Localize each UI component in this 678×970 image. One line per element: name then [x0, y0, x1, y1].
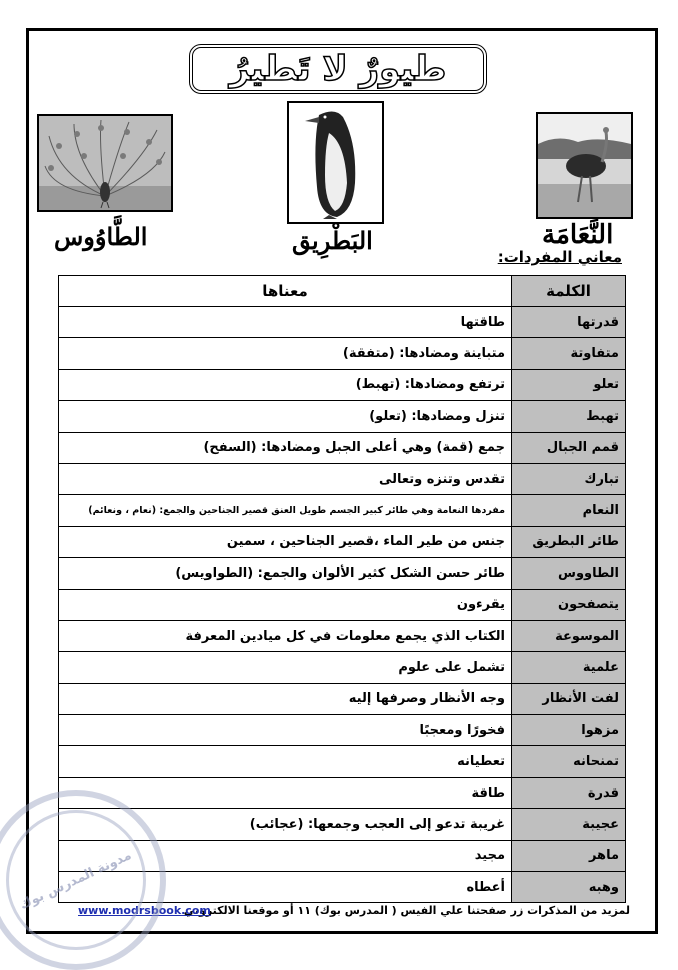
- vocab-meaning: طاقتها: [59, 307, 512, 338]
- vocab-word: يتصفحون: [512, 589, 626, 620]
- peacock-label: الطَّاوُوس: [54, 222, 148, 251]
- vocab-word: الطاووس: [512, 558, 626, 589]
- vocab-meaning: تقدس وتنزه وتعالى: [59, 463, 512, 494]
- vocab-word: قمم الجبال: [512, 432, 626, 463]
- vocab-word: لفت الأنظار: [512, 683, 626, 714]
- vocab-meaning: جمع (قمة) وهي أعلى الجبل ومضادها: (السفح): [59, 432, 512, 463]
- vocab-word: طائر البطريق: [512, 526, 626, 557]
- vocab-word: تهبط: [512, 401, 626, 432]
- ostrich-label: النَّعَامَة: [542, 220, 614, 250]
- vocab-meaning: ترتفع ومضادها: (تهبط): [59, 369, 512, 400]
- table-row: [59, 683, 626, 714]
- table-row: [59, 526, 626, 557]
- vocab-meaning: تنزل ومضادها: (تعلو): [59, 401, 512, 432]
- column-header-word: الكلمة: [512, 276, 626, 307]
- table-row: [59, 495, 626, 526]
- penguin-photo: [287, 101, 384, 224]
- vocab-word: مزهوا: [512, 715, 626, 746]
- watermark-stamp-inner: [6, 810, 146, 950]
- website-link[interactable]: www.modrsbook.com: [78, 904, 211, 917]
- table-row: [59, 463, 626, 494]
- table-row: [59, 558, 626, 589]
- peacock-photo: [37, 114, 173, 212]
- vocab-meaning: جنس من طير الماء ،قصير الجناحين ، سمين: [59, 526, 512, 557]
- table-row: [59, 369, 626, 400]
- vocab-meaning: تشمل على علوم: [59, 652, 512, 683]
- vocab-word: متفاوتة: [512, 338, 626, 369]
- vocab-heading: معاني المفردات:: [497, 248, 622, 266]
- vocab-meaning: الكتاب الذي يجمع معلومات في كل ميادين المعرفة: [59, 620, 512, 651]
- vocab-meaning: مجيد: [59, 840, 512, 871]
- ostrich-photo: [536, 112, 633, 219]
- vocab-meaning: أعطاه: [59, 872, 512, 903]
- vocab-meaning: متباينة ومضادها: (متفقة): [59, 338, 512, 369]
- table-row: [59, 338, 626, 369]
- vocab-meaning: مفردها النعامة وهي طائر كبير الجسم طويل العنق قصير الجناحين والجمع: (نعام ، ونعائم): [59, 495, 512, 526]
- vocab-word: الموسوعة: [512, 620, 626, 651]
- vocab-meaning: وجه الأنظار وصرفها إليه: [59, 683, 512, 714]
- table-row: [59, 432, 626, 463]
- table-header-row: [59, 276, 626, 307]
- table-row: [59, 620, 626, 651]
- vocab-meaning: طاقة: [59, 777, 512, 808]
- vocab-meaning: طائر حسن الشكل كثير الألوان والجمع: (الطواويس): [59, 558, 512, 589]
- vocab-word: النعام: [512, 495, 626, 526]
- penguin-label: البَطْرِيق: [292, 226, 373, 255]
- vocab-meaning: يقرءون: [59, 589, 512, 620]
- vocab-table: [58, 275, 626, 903]
- vocab-word: علمية: [512, 652, 626, 683]
- page-title: [189, 44, 487, 94]
- table-row: [59, 746, 626, 777]
- table-row: [59, 652, 626, 683]
- vocab-word: ماهر: [512, 840, 626, 871]
- watermark-stamp: [0, 790, 166, 970]
- vocab-word: قدرة: [512, 777, 626, 808]
- table-row: [59, 307, 626, 338]
- vocab-meaning: فخورًا ومعجبًا: [59, 715, 512, 746]
- vocab-word: تبارك: [512, 463, 626, 494]
- title-text: طيورٌ لا تَطيرُ: [229, 49, 447, 89]
- vocab-word: وهبه: [512, 872, 626, 903]
- column-header-meaning: معناها: [59, 276, 512, 307]
- table-row: [59, 715, 626, 746]
- vocab-word: تمنحانه: [512, 746, 626, 777]
- table-row: [59, 589, 626, 620]
- vocab-word: تعلو: [512, 369, 626, 400]
- vocab-word: قدرتها: [512, 307, 626, 338]
- vocab-meaning: غريبة تدعو إلى العجب وجمعها: (عجائب): [59, 809, 512, 840]
- table-row: [59, 777, 626, 808]
- watermark-text: مدونة المدرس بوك: [17, 847, 135, 913]
- vocab-meaning: تعطيانه: [59, 746, 512, 777]
- table-row: [59, 401, 626, 432]
- footer-text: لمزيد من المذكرات زر صفحتنا علي الفيس ( المدرس بوك) ١١ أو موقعنا الالكتروني: [183, 904, 630, 917]
- vocab-word: عجيبة: [512, 809, 626, 840]
